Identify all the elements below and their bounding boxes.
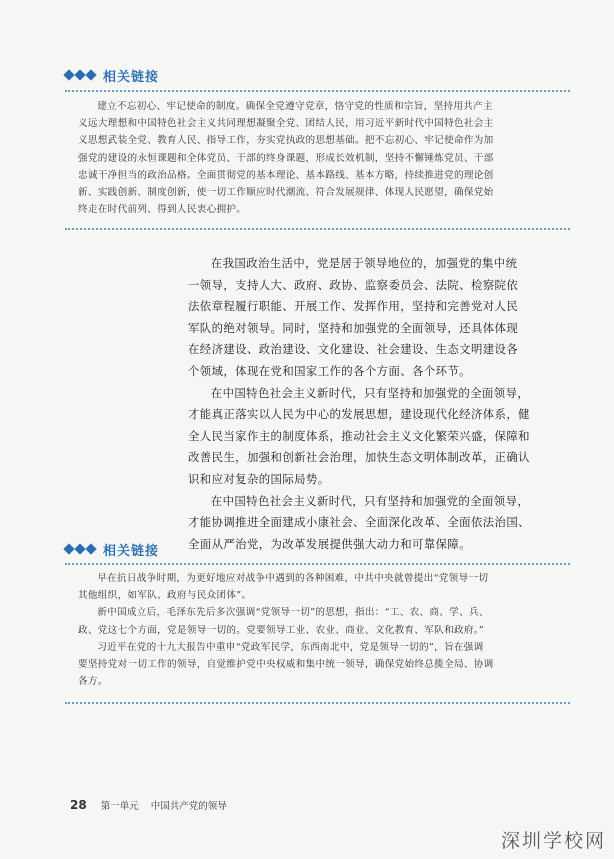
main-body-text xyxy=(188,253,548,555)
related-links-title-2: 相关链接 xyxy=(103,543,160,559)
watermark: 深圳学校网 xyxy=(500,830,606,852)
diamond-bullets-icon xyxy=(65,545,95,553)
related-links-body-2 xyxy=(78,570,568,690)
related-links-paragraph xyxy=(78,604,568,638)
divider-bottom-1 xyxy=(65,228,570,230)
related-links-line: 早在抗日战争时期，为更好地应对战争中遇到的各种困难，中共中央就曾提出“党领导一切 xyxy=(97,573,489,584)
main-line: 才能协调推进全面建成小康社会、全面深化改革、全面依法治国、 xyxy=(188,515,530,530)
diamond-bullets-icon xyxy=(65,71,95,79)
main-line: 才能真正落实以人民为中心的发展思想，建设现代化经济体系，健 xyxy=(188,407,530,422)
related-links-paragraph xyxy=(78,570,568,604)
related-links-body-1 xyxy=(78,98,568,218)
page-footer xyxy=(70,798,227,812)
main-line: 在中国特色社会主义新时代，只有坚持和加强党的全面领导， xyxy=(210,493,530,508)
divider-bottom-2 xyxy=(65,702,570,704)
related-links-line: 各方。 xyxy=(78,676,108,688)
main-line: 军队的绝对领导。同时，坚持和加强党的全面领导，还具体体现 xyxy=(188,320,519,335)
related-links-header-2 xyxy=(65,540,159,558)
divider-top-1 xyxy=(65,90,570,92)
related-links-line: 忠诚干净担当的政治品格。全面贯彻党的基本理论、基本路线、基本方略，持续推进党的理论创 xyxy=(78,169,494,181)
divider-top-2 xyxy=(65,563,570,565)
main-line: 一领导，支持人大、政府、政协、监察委员会、法院、检察院依 xyxy=(188,277,519,292)
main-line: 在中国特色社会主义新时代，只有坚持和加强党的全面领导， xyxy=(210,385,530,400)
page-number: 28 xyxy=(70,798,87,812)
main-line: 个领域，体现在党和国家工作的各个方面、各个环节。 xyxy=(188,363,471,378)
footer-chapter: 中国共产党的领导 xyxy=(150,801,227,812)
main-paragraph-1 xyxy=(188,253,548,383)
related-links-title-1: 相关链接 xyxy=(103,69,160,85)
related-links-paragraph xyxy=(78,639,568,691)
main-line: 在我国政治生活中，党是居于领导地位的，加强党的集中统 xyxy=(210,256,518,270)
main-line: 法依章程履行职能、开展工作、发挥作用，坚持和完善党对人民 xyxy=(188,299,519,314)
related-links-line: 义思想武装全党、教育人民、指导工作，夯实党执政的思想基础。把不忘初心、牢记使命作为加 xyxy=(78,135,494,147)
main-line: 改善民生，加强和创新社会治理，加快生态文明体制改革，正确认 xyxy=(188,450,530,465)
main-line: 识和应对复杂的国际局势。 xyxy=(188,471,330,486)
related-links-line: 其他组织，如军队、政府与民众团体”。 xyxy=(78,590,252,602)
related-links-header-1 xyxy=(65,66,159,84)
main-paragraph-2 xyxy=(188,383,548,491)
related-links-line: 终走在时代前列、得到人民衷心拥护。 xyxy=(78,204,247,216)
related-links-line: 习近平在党的十九大报告中重申“党政军民学，东西南北中，党是领导一切的”，旨在强调 xyxy=(97,641,484,653)
main-line: 全人民当家作主的制度体系，推动社会主义文化繁荣兴盛，保障和 xyxy=(188,428,530,443)
related-links-line: 建立不忘初心、牢记使命的制度。确保全党遵守党章，恪守党的性质和宗旨，坚持用共产主 xyxy=(97,101,493,112)
footer-unit: 第一单元 xyxy=(100,801,139,812)
related-links-line: 强党的建设的永恒课题和全体党员、干部的终身课题，形成长效机制，坚持不懈锤炼党员、干部 xyxy=(78,152,494,164)
related-links-line: 要坚持党对一切工作的领导，自觉维护党中央权威和集中统一领导，确保党始终总揽全局、协调 xyxy=(78,659,494,671)
related-links-line: 义远大理想和中国特色社会主义共同理想凝聚全党、团结人民，用习近平新时代中国特色社会主 xyxy=(78,118,494,130)
related-links-line: 新、实践创新、制度创新，使一切工作顺应时代潮流、符合发展规律、体现人民愿望，确保党始 xyxy=(78,187,494,199)
related-links-line: 新中国成立后，毛泽东先后多次强调“党领导一切”的思想，指出：“工、农、商、学、兵、 xyxy=(97,607,489,619)
related-links-line: 政、党这七个方面，党是领导一切的。党要领导工业、农业、商业、文化教育、军队和政府。” xyxy=(78,624,485,636)
main-line: 在经济建设、政治建设、文化建设、社会建设、生态文明建设各 xyxy=(188,342,519,357)
main-line: 全面从严治党，为改革发展提供强大动力和可靠保障。 xyxy=(188,536,471,551)
main-paragraph-3 xyxy=(188,491,548,556)
